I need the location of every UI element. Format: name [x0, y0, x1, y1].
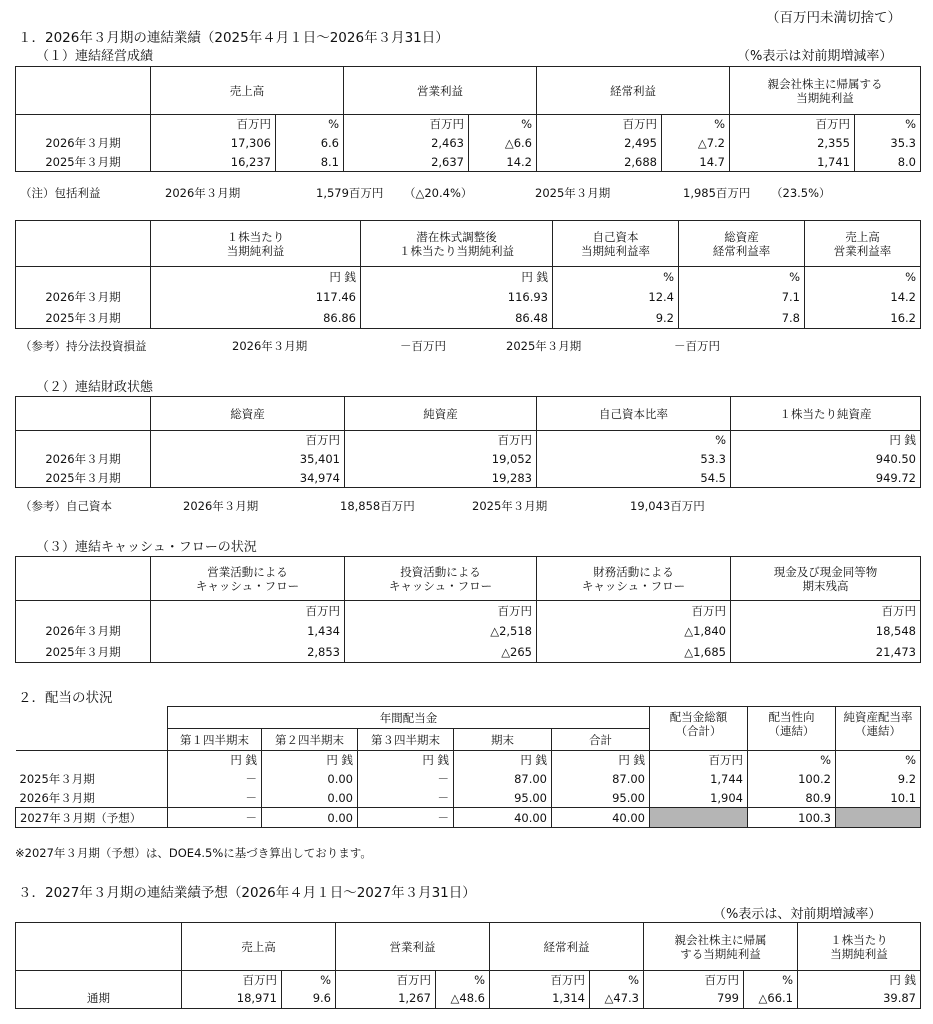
- percent-note: （%表示は対前期増減率）: [737, 49, 893, 64]
- value-cell: △6.6: [469, 134, 537, 153]
- header-blank: [16, 923, 182, 971]
- value-cell: △1,685: [537, 642, 731, 663]
- unit-cell: %: [436, 971, 490, 989]
- header-bps: １株当たり純資産: [731, 397, 921, 431]
- header-q3: 第３四半期末: [358, 729, 454, 751]
- header-year-end: 期末: [454, 729, 552, 751]
- unit-cell: 百万円: [151, 431, 345, 450]
- unit-cell: 円 銭: [552, 751, 650, 770]
- row-label: [16, 971, 182, 989]
- value-cell: 18,971: [182, 989, 282, 1009]
- unit-cell: %: [590, 971, 644, 989]
- value-cell: 9.2: [836, 770, 921, 789]
- financial-position-table: [15, 396, 921, 488]
- per-share-table: [15, 220, 921, 329]
- row-label: 通期: [16, 989, 182, 1009]
- value-cell: 2,637: [344, 153, 469, 172]
- unit-cell: 円 銭: [262, 751, 358, 770]
- row-label: 2025年３月期: [16, 153, 151, 172]
- unit-cell: %: [805, 267, 921, 287]
- value-cell: △1,840: [537, 621, 731, 642]
- value-cell: 18,548: [731, 621, 921, 642]
- unit-cell: %: [553, 267, 679, 287]
- note-value: 1,985百万円: [683, 186, 751, 200]
- row-label: 2026年３月期: [16, 621, 151, 642]
- header-net-income: 親会社株主に帰属 する当期純利益: [644, 923, 798, 971]
- value-cell: 35,401: [151, 450, 345, 469]
- note-change: （△20.4%）: [404, 186, 473, 200]
- value-cell: △47.3: [590, 989, 644, 1009]
- value-cell: 19,052: [345, 450, 537, 469]
- header-investing-cf: 投資活動による キャッシュ・フロー: [345, 557, 537, 601]
- equity-method-label: （参考）持分法投資損益: [20, 339, 147, 353]
- row-label: [16, 267, 151, 287]
- value-cell: 87.00: [552, 770, 650, 789]
- value-cell: 40.00: [454, 808, 552, 828]
- value-cell: 9.6: [282, 989, 336, 1009]
- cash-flow-table: [15, 556, 921, 663]
- unit-cell: 百万円: [344, 115, 469, 134]
- value-cell: 2,355: [730, 134, 855, 153]
- value-cell: △7.2: [662, 134, 730, 153]
- header-sales: 売上高: [151, 67, 344, 115]
- value-cell: －: [168, 770, 262, 789]
- value-cell: 35.3: [855, 134, 921, 153]
- row-label: 2026年３月期: [16, 134, 151, 153]
- row-label: 2026年３月期: [16, 789, 168, 808]
- value-cell: 80.9: [748, 789, 836, 808]
- value-cell: 10.1: [836, 789, 921, 808]
- header-blank: [16, 221, 151, 267]
- shaded-cell: [650, 808, 748, 828]
- note-value: －百万円: [674, 339, 720, 353]
- unit-cell: 百万円: [345, 431, 537, 450]
- row-label: [16, 115, 151, 134]
- value-cell: 16.2: [805, 308, 921, 329]
- unit-cell: %: [537, 431, 731, 450]
- note-value: 1,579百万円: [316, 186, 384, 200]
- value-cell: 53.3: [537, 450, 731, 469]
- header-blank: [16, 397, 151, 431]
- subsection-3-title: （３）連結キャッシュ・フローの状況: [36, 540, 257, 555]
- value-cell: －: [358, 770, 454, 789]
- unit-cell: 円 銭: [454, 751, 552, 770]
- value-cell: 39.87: [798, 989, 921, 1009]
- unit-cell: 百万円: [537, 115, 662, 134]
- header-operating-income: 営業利益: [336, 923, 490, 971]
- value-cell: 17,306: [151, 134, 276, 153]
- forecast-table: [15, 922, 921, 1009]
- value-cell: 6.6: [276, 134, 344, 153]
- note-value: 19,043百万円: [630, 499, 705, 513]
- row-label: [16, 751, 168, 770]
- unit-note: （百万円未満切捨て）: [766, 10, 901, 26]
- header-blank: [16, 707, 168, 729]
- section-3-title: ３．2027年３月期の連結業績予想（2026年４月１日～2027年３月31日）: [18, 885, 476, 901]
- unit-cell: %: [282, 971, 336, 989]
- unit-cell: 円 銭: [151, 267, 361, 287]
- value-cell: －: [358, 789, 454, 808]
- value-cell: 1,434: [151, 621, 345, 642]
- equity-capital-label: （参考）自己資本: [20, 499, 112, 513]
- unit-cell: 円 銭: [168, 751, 262, 770]
- value-cell: 9.2: [553, 308, 679, 329]
- section-1-title: １．2026年３月期の連結業績（2025年４月１日～2026年３月31日）: [18, 30, 449, 46]
- section-2-title: ２．配当の状況: [18, 690, 113, 706]
- row-label: 2026年３月期: [16, 287, 151, 308]
- note-change: （23.5%）: [771, 186, 831, 200]
- unit-cell: 百万円: [490, 971, 590, 989]
- unit-cell: 円 銭: [361, 267, 553, 287]
- value-cell: 34,974: [151, 469, 345, 488]
- note-period: 2026年３月期: [183, 499, 259, 513]
- value-cell: 7.8: [679, 308, 805, 329]
- unit-cell: 百万円: [731, 601, 921, 621]
- value-cell: 21,473: [731, 642, 921, 663]
- unit-cell: 百万円: [336, 971, 436, 989]
- header-diluted-eps: 潜在株式調整後 １株当たり当期純利益: [361, 221, 553, 267]
- dividend-table: [15, 706, 921, 828]
- header-equity-ratio: 自己資本比率: [537, 397, 731, 431]
- value-cell: 1,904: [650, 789, 748, 808]
- value-cell: 116.93: [361, 287, 553, 308]
- unit-cell: 百万円: [537, 601, 731, 621]
- value-cell: 1,744: [650, 770, 748, 789]
- unit-cell: 百万円: [182, 971, 282, 989]
- note-value: －百万円: [400, 339, 446, 353]
- note-period: 2026年３月期: [165, 186, 241, 200]
- row-label: [16, 601, 151, 621]
- value-cell: 19,283: [345, 469, 537, 488]
- unit-cell: 円 銭: [358, 751, 454, 770]
- shaded-cell: [836, 808, 921, 828]
- unit-cell: 百万円: [345, 601, 537, 621]
- header-operating-margin: 売上高 営業利益率: [805, 221, 921, 267]
- value-cell: 87.00: [454, 770, 552, 789]
- value-cell: △2,518: [345, 621, 537, 642]
- header-ordinary-income: 経常利益: [490, 923, 644, 971]
- row-label: 2025年３月期: [16, 642, 151, 663]
- value-cell: 40.00: [552, 808, 650, 828]
- value-cell: 12.4: [553, 287, 679, 308]
- value-cell: 2,495: [537, 134, 662, 153]
- value-cell: 0.00: [262, 808, 358, 828]
- header-operating-cf: 営業活動による キャッシュ・フロー: [151, 557, 345, 601]
- header-payout-ratio: 配当性向 （連結）: [748, 707, 836, 751]
- note-value: 18,858百万円: [340, 499, 415, 513]
- header-blank: [16, 67, 151, 115]
- subsection-2-title: （２）連結財政状態: [36, 380, 154, 395]
- header-doe: 純資産配当率 （連結）: [836, 707, 921, 751]
- unit-cell: 百万円: [151, 115, 276, 134]
- header-net-assets: 純資産: [345, 397, 537, 431]
- subsection-1-title: （１）連結経営成績: [36, 49, 154, 64]
- header-eps: １株当たり 当期純利益: [798, 923, 921, 971]
- row-label: 2025年３月期: [16, 770, 168, 789]
- unit-cell: %: [744, 971, 798, 989]
- value-cell: 54.5: [537, 469, 731, 488]
- unit-cell: %: [662, 115, 730, 134]
- value-cell: 2,853: [151, 642, 345, 663]
- value-cell: 14.7: [662, 153, 730, 172]
- header-blank: [16, 729, 168, 751]
- value-cell: 2,688: [537, 153, 662, 172]
- value-cell: 95.00: [454, 789, 552, 808]
- row-label: [16, 431, 151, 450]
- unit-cell: %: [836, 751, 921, 770]
- header-net-income: 親会社株主に帰属する 当期純利益: [730, 67, 921, 115]
- value-cell: △265: [345, 642, 537, 663]
- unit-cell: %: [748, 751, 836, 770]
- value-cell: △48.6: [436, 989, 490, 1009]
- value-cell: 86.86: [151, 308, 361, 329]
- unit-cell: 円 銭: [731, 431, 921, 450]
- value-cell: 799: [644, 989, 744, 1009]
- value-cell: 117.46: [151, 287, 361, 308]
- value-cell: －: [358, 808, 454, 828]
- header-total: 合計: [552, 729, 650, 751]
- value-cell: 1,741: [730, 153, 855, 172]
- value-cell: 7.1: [679, 287, 805, 308]
- unit-cell: %: [276, 115, 344, 134]
- value-cell: －: [168, 808, 262, 828]
- header-total-dividend: 配当金総額 （合計）: [650, 707, 748, 751]
- value-cell: 86.48: [361, 308, 553, 329]
- header-financing-cf: 財務活動による キャッシュ・フロー: [537, 557, 731, 601]
- row-label: 2025年３月期: [16, 308, 151, 329]
- header-annual-dividend: 年間配当金: [168, 707, 650, 729]
- value-cell: 14.2: [805, 287, 921, 308]
- header-total-assets: 総資産: [151, 397, 345, 431]
- value-cell: 940.50: [731, 450, 921, 469]
- note-period: 2026年３月期: [232, 339, 308, 353]
- header-cash-balance: 現金及び現金同等物 期末残高: [731, 557, 921, 601]
- header-eps: １株当たり 当期純利益: [151, 221, 361, 267]
- value-cell: 100.2: [748, 770, 836, 789]
- header-ordinary-income: 経常利益: [537, 67, 730, 115]
- header-blank: [16, 557, 151, 601]
- value-cell: 2,463: [344, 134, 469, 153]
- unit-cell: 百万円: [644, 971, 744, 989]
- unit-cell: %: [855, 115, 921, 134]
- unit-cell: 百万円: [730, 115, 855, 134]
- header-roe: 自己資本 当期純利益率: [553, 221, 679, 267]
- value-cell: 16,237: [151, 153, 276, 172]
- header-roa: 総資産 経常利益率: [679, 221, 805, 267]
- value-cell: 949.72: [731, 469, 921, 488]
- forecast-percent-note: （%表示は、対前期増減率）: [713, 907, 882, 922]
- note-period: 2025年３月期: [535, 186, 611, 200]
- dividend-note: ※2027年３月期（予想）は、DOE4.5%に基づき算出しております。: [15, 846, 372, 860]
- unit-cell: 百万円: [151, 601, 345, 621]
- note-period: 2025年３月期: [472, 499, 548, 513]
- row-label: 2026年３月期: [16, 450, 151, 469]
- header-sales: 売上高: [182, 923, 336, 971]
- value-cell: 0.00: [262, 789, 358, 808]
- row-label: 2027年３月期（予想）: [16, 808, 168, 828]
- header-q2: 第２四半期末: [262, 729, 358, 751]
- operating-results-table: [15, 66, 921, 172]
- value-cell: 8.1: [276, 153, 344, 172]
- header-q1: 第１四半期末: [168, 729, 262, 751]
- comprehensive-income-label: （注）包括利益: [20, 186, 101, 200]
- header-operating-income: 営業利益: [344, 67, 537, 115]
- value-cell: 8.0: [855, 153, 921, 172]
- unit-cell: 円 銭: [798, 971, 921, 989]
- value-cell: △66.1: [744, 989, 798, 1009]
- unit-cell: %: [679, 267, 805, 287]
- value-cell: －: [168, 789, 262, 808]
- value-cell: 95.00: [552, 789, 650, 808]
- value-cell: 14.2: [469, 153, 537, 172]
- row-label: 2025年３月期: [16, 469, 151, 488]
- value-cell: 100.3: [748, 808, 836, 828]
- value-cell: 0.00: [262, 770, 358, 789]
- value-cell: 1,267: [336, 989, 436, 1009]
- value-cell: 1,314: [490, 989, 590, 1009]
- unit-cell: 百万円: [650, 751, 748, 770]
- unit-cell: %: [469, 115, 537, 134]
- note-period: 2025年３月期: [506, 339, 582, 353]
